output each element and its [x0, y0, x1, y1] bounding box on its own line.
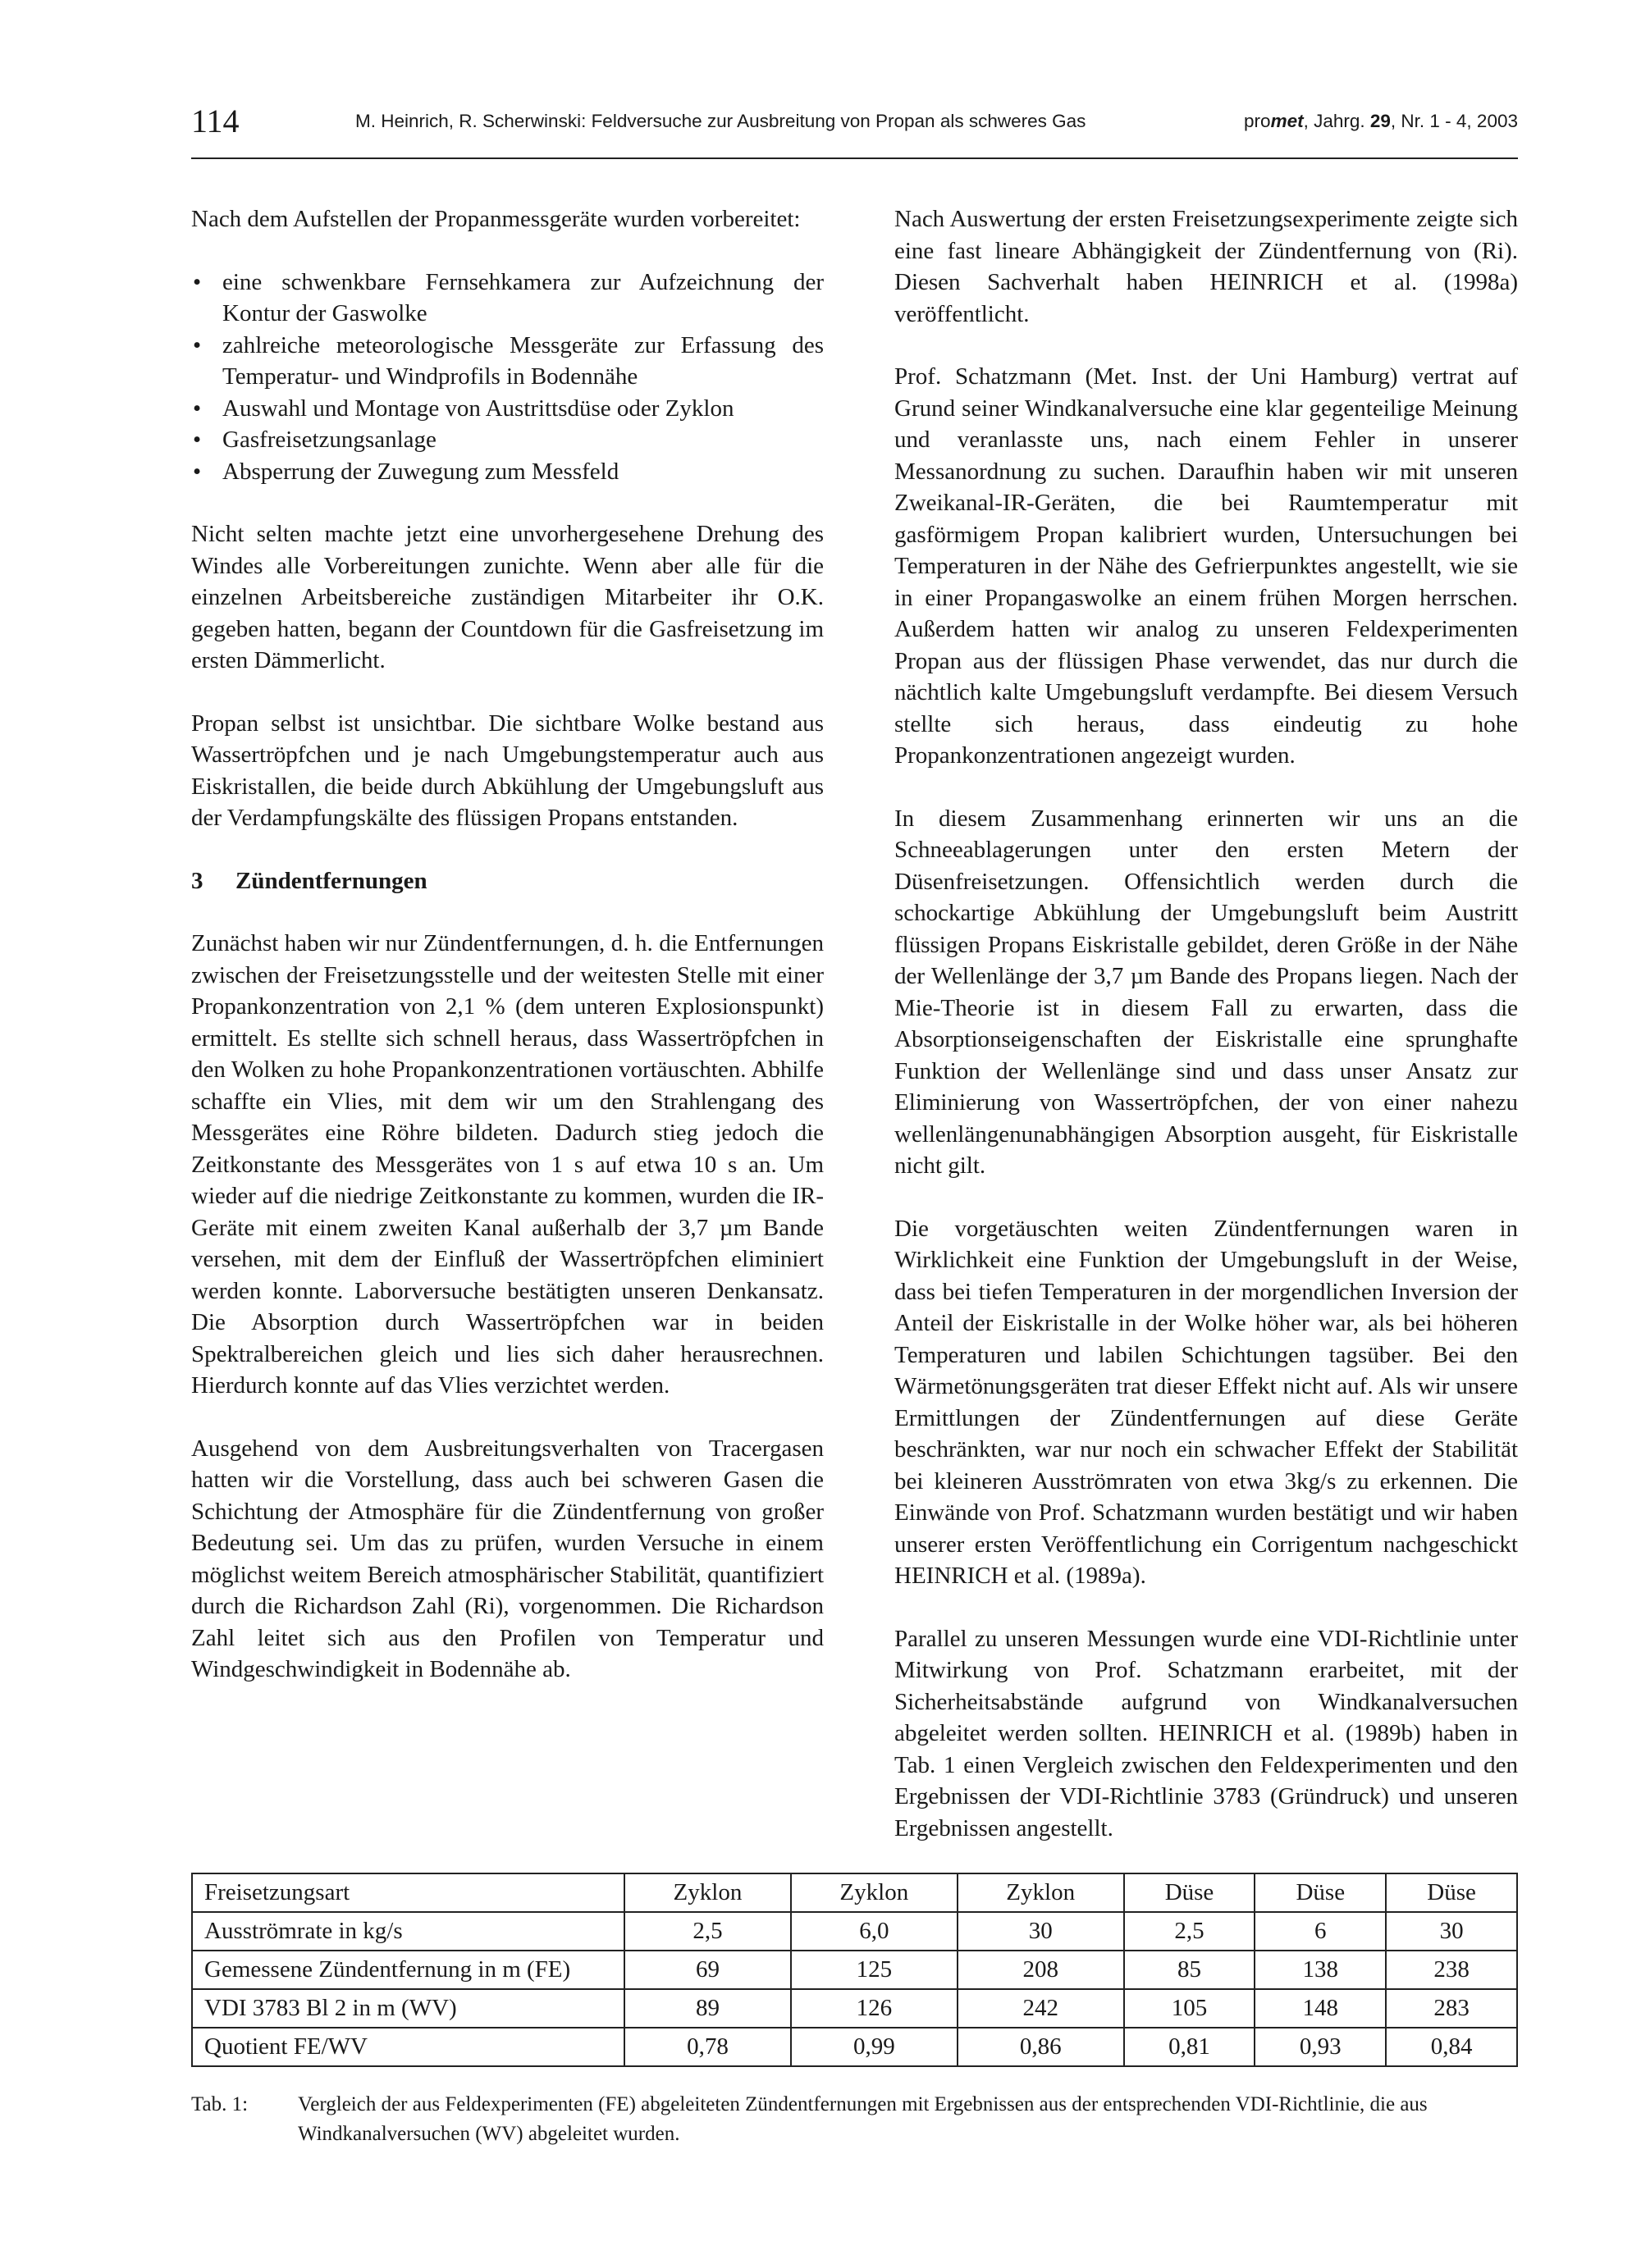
paragraph: Parallel zu unseren Messungen wurde eine VDI-Richtlinie unter Mitwirkung von Prof. Schatzmann erarbeitet, mit der Sicherheitsabstände aufgrund von Windkanalversuchen abgeleitet werden sollten. HEINRICH et al. (1989b) haben in Tab. 1 einen Vergleich zwischen den Feldexperimenten und den Ergebnissen der VDI-Richtlinie 3783 (Gründruck) und unseren Ergebnissen angestellt.	[894, 1625, 1518, 1841]
right-column	[894, 203, 1518, 1875]
journal-rest: , Nr. 1 - 4, 2003	[1390, 111, 1518, 131]
paragraph: Die vorgetäuschten weiten Zündentfernungen waren in Wirklichkeit eine Funktion der Umgebungsluft in der Weise, dass bei tiefen Temperaturen in der morgendlichen Inversion der Anteil der Eiskristalle in der Wolke höher war, als bei höheren Temperaturen und labilen Schichtungen tagsüber. Bei den Wärmetönungsgeräten trat dieser Effekt nicht auf. Als wir unsere Ermittlungen der Zündentfernungen auf diese Geräte beschränkten, war nur noch ein schwacher Effekt der Stabilität bei kleineren Ausströmraten von etwa 3kg/s zu erkennen. Die Einwände von Prof. Schatzmann wurden bestätigt und wir haben unserer ersten Veröffentlichung ein Corrigentum nachgeschickt HEINRICH et al. (1989a).	[894, 1215, 1518, 1589]
row-header: Gemessene Zündentfernung in m (FE)	[192, 1951, 624, 1989]
table-cell: 138	[1255, 1951, 1386, 1989]
table-cell: 2,5	[1124, 1912, 1255, 1951]
row-header: VDI 3783 Bl 2 in m (WV)	[192, 1989, 624, 2028]
table-cell: 2,5	[624, 1912, 791, 1951]
caption-label: Tab. 1:	[191, 2093, 249, 2115]
table-cell: 283	[1386, 1989, 1517, 2028]
table-cell: 0,78	[624, 2028, 791, 2066]
table-cell: Düse	[1124, 1873, 1255, 1912]
section-title: Zündentfernungen	[235, 867, 427, 894]
journal-mid: , Jahrg.	[1303, 111, 1370, 131]
row-header: Freisetzungsart	[192, 1873, 624, 1912]
table-cell: Zyklon	[958, 1873, 1124, 1912]
table-cell: 208	[958, 1951, 1124, 1989]
paragraph: Prof. Schatzmann (Met. Inst. der Uni Hamburg) vertrat auf Grund seiner Windkanalversuche eine klar gegenteilige Meinung und veranlasste uns, nach einem Fehler in unserer Messanordnung zu suchen. Daraufhin haben wir mit unseren Zweikanal-IR-Geräten, die bei Raumtemperatur mit gasförmigem Propan kalibriert wurden, Untersuchungen bei Temperaturen in der Nähe des Gefrierpunktes angestellt, wie sie in einer Propangaswolke an einem frühen Morgen herrschen. Außerdem hatten wir analog zu unseren Feldexperimenten Propan aus der flüssigen Phase verwendet, das nur durch die nächtlich kalte Umgebungsluft verdampfte. Bei diesem Versuch stellte sich heraus, dass eindeutig zu hohe Propankonzentrationen angezeigt wurden.	[894, 363, 1518, 769]
table-cell: 85	[1124, 1951, 1255, 1989]
table-row	[192, 1989, 1517, 2028]
table-cell: 30	[1386, 1912, 1517, 1951]
row-header: Ausströmrate in kg/s	[192, 1912, 624, 1951]
table-caption	[191, 2090, 1518, 2149]
bullet-icon: •	[193, 395, 202, 422]
left-column	[191, 203, 824, 1717]
table-cell: 238	[1386, 1951, 1517, 1989]
list-item: • Absperrung der Zuwegung zum Messfeld	[191, 456, 824, 488]
bullet-icon: •	[193, 427, 202, 453]
table-cell: 6,0	[791, 1912, 958, 1951]
paragraph: Nach dem Aufstellen der Propanmessgeräte wurden vorbereitet:	[191, 206, 801, 232]
row-header: Quotient FE/WV	[192, 2028, 624, 2066]
paragraph: In diesem Zusammenhang erinnerten wir uns an die Schneeablagerungen unter den ersten Metern der Düsenfreisetzungen. Offensichtlich werden durch die schockartige Abkühlung der Umgebungsluft beim Austritt flüssigen Propans Eiskristalle gebildet, deren Größe in der Nähe der Wellenlänge der 3,7 µm Bande des Propans liegen. Nach der Mie-Theorie ist in diesem Fall zu erwarten, dass die Absorptionseigenschaften der Eiskristalle eine sprunghafte Funktion der Wellenlänge sind und dass unser Ansatz zur Eliminierung von Wassertröpfchen, der von einer nahezu wellenlängenunabhängigen Absorption ausgeht, für Eiskristalle nicht gilt.	[894, 805, 1518, 1179]
journal-met: met	[1270, 111, 1304, 131]
results-table	[191, 1873, 1518, 2067]
table-cell: 125	[791, 1951, 958, 1989]
table-cell: 0,93	[1255, 2028, 1386, 2066]
paragraph: Propan selbst ist unsichtbar. Die sichtbare Wolke bestand aus Wassertröpfchen und je nach Umgebungstemperatur auch aus Eiskristallen, die beide durch Abkühlung der Umgebungsluft aus der Verdampfungskälte des flüssigen Propans entstanden.	[191, 710, 824, 831]
table-row	[192, 1912, 1517, 1951]
journal-reference	[1244, 111, 1518, 132]
bullet-icon: •	[193, 331, 202, 358]
table-cell: 126	[791, 1989, 958, 2028]
table-cell: Düse	[1255, 1873, 1386, 1912]
table-cell: Düse	[1386, 1873, 1517, 1912]
table-cell: 6	[1255, 1912, 1386, 1951]
journal-prefix: pro	[1244, 111, 1271, 131]
table-cell: 105	[1124, 1989, 1255, 2028]
paragraph: Nicht selten machte jetzt eine unvorhergesehene Drehung des Windes alle Vorbereitungen zunichte. Wenn aber alle für die einzelnen Arbeitsbereiche zuständigen Mitarbeiter ihr O.K. gegeben hatten, begann der Countdown für die Gasfreisetzung im ersten Dämmerlicht.	[191, 521, 824, 673]
list-item: • Auswahl und Montage von Austrittsdüse oder Zyklon	[191, 393, 824, 425]
table-row	[192, 1873, 1517, 1912]
bullet-icon: •	[193, 458, 202, 485]
list-item: • zahlreiche meteorologische Messgeräte zur Erfassung des Temperatur- und Windprofils in Bodennähe	[191, 330, 824, 393]
table-row	[192, 2028, 1517, 2066]
paragraph: Ausgehend von dem Ausbreitungsverhalten von Tracergasen hatten wir die Vorstellung, dass auch bei schweren Gasen die Schichtung der Atmosphäre für die Zündentfernung von großer Bedeutung sei. Um das zu prüfen, wurden Versuche in einem möglichst weitem Bereich atmosphärischer Stabilität, quantifiziert durch die Richardson Zahl (Ri), vorgenommen. Die Richardson Zahl leitet sich aus den Profilen von Temperatur und Windgeschwindigkeit in Bodennähe ab.	[191, 1435, 824, 1682]
paragraph: Zunächst haben wir nur Zündentfernungen, d. h. die Entfernungen zwischen der Freisetzungsstelle und der weitesten Stelle mit einer Propankonzentration von 2,1 % (dem unteren Explosionspunkt) ermittelt. Es stellte sich schnell heraus, dass Wassertröpfchen in den Wolken zu hohe Propankonzentrationen vortäuschten. Abhilfe schaffte ein Vlies, mit dem wir um den Strahlengang des Messgerätes eine Röhre bildeten. Dadurch stieg jedoch die Zeitkonstante des Messgerätes von 1 s auf etwa 10 s an. Um wieder auf die niedrige Zeitkonstante zu kommen, wurden die IR-Geräte mit einem zweiten Kanal außerhalb der 3,7 µm Bande versehen, mit dem der Einfluß der Wassertröpfchen eliminiert werden konnte. Laborversuche bestätigten unseren Denkansatz. Die Absorption durch Wassertröpfchen war in beiden Spektralbereichen gleich und lies sich daher herausrechnen. Hierdurch konnte auf das Vlies verzichtet werden.	[191, 930, 824, 1399]
table-cell: 148	[1255, 1989, 1386, 2028]
table-cell: 0,86	[958, 2028, 1124, 2066]
list-item: • eine schwenkbare Fernsehkamera zur Aufzeichnung der Kontur der Gaswolke	[191, 267, 824, 330]
table-cell: Zyklon	[624, 1873, 791, 1912]
caption-text: Vergleich der aus Feldexperimenten (FE) abgeleiteten Zündentfernungen mit Ergebnissen aus der entsprechenden VDI-Richtlinie, die aus Windkanalversuchen (WV) abgeleitet wurden.	[298, 2093, 1428, 2145]
running-title: M. Heinrich, R. Scherwinski: Feldversuche zur Ausbreitung von Propan als schweres Gas	[355, 111, 1086, 131]
table-cell: 0,84	[1386, 2028, 1517, 2066]
section-heading	[191, 865, 824, 897]
table-cell: 242	[958, 1989, 1124, 2028]
table-cell: 69	[624, 1951, 791, 1989]
table-cell: 89	[624, 1989, 791, 2028]
bullet-icon: •	[193, 268, 202, 295]
paragraph: Nach Auswertung der ersten Freisetzungsexperimente zeigte sich eine fast lineare Abhängigkeit der Zündentfernung von (Ri). Diesen Sachverhalt haben HEINRICH et al. (1998a) veröffentlicht.	[894, 206, 1518, 327]
journal-volume: 29	[1369, 111, 1391, 131]
table-row	[192, 1951, 1517, 1989]
table-cell: 0,99	[791, 2028, 958, 2066]
table-cell: 0,81	[1124, 2028, 1255, 2066]
running-header	[191, 97, 1518, 159]
list-item: • Gasfreisetzungsanlage	[191, 424, 824, 456]
section-number: 3	[191, 867, 203, 894]
table-cell: 30	[958, 1912, 1124, 1951]
bullet-list	[191, 267, 824, 488]
table-cell: Zyklon	[791, 1873, 958, 1912]
page-number: 114	[191, 103, 240, 139]
